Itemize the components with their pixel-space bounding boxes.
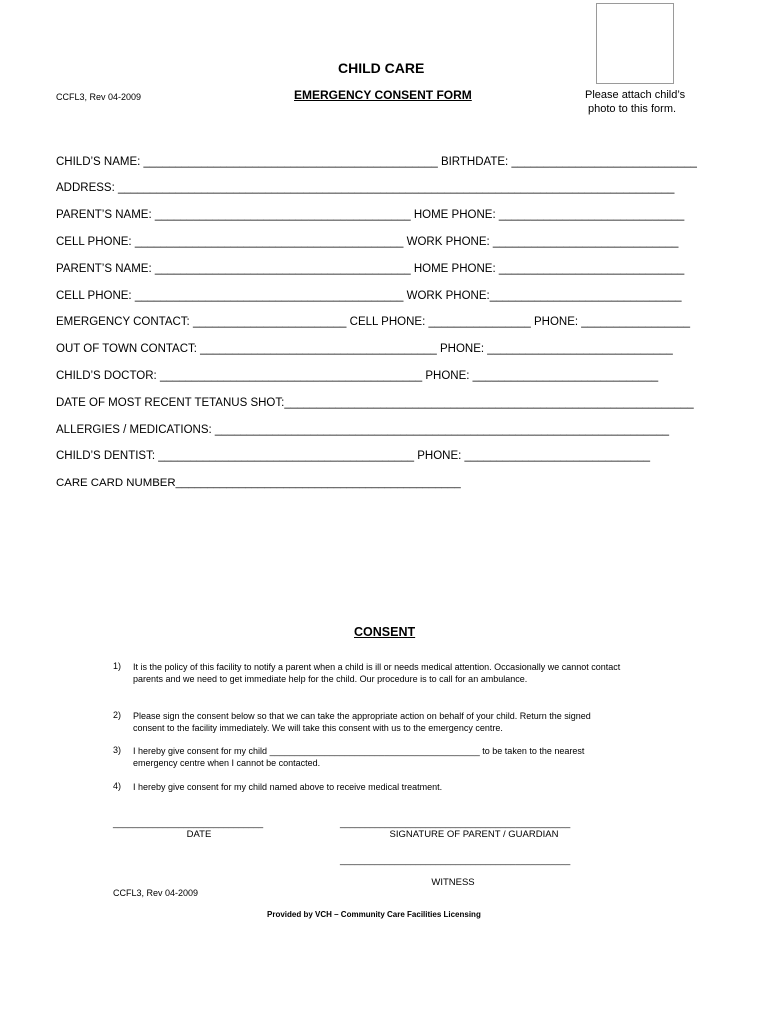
date-label: DATE <box>186 829 212 840</box>
child-dentist-field[interactable]: CHILD’S DENTIST: ________________________________________ PHONE: _____________________________ <box>56 450 651 462</box>
photo-placeholder-box <box>596 3 674 84</box>
consent-item-2-number: 2) <box>113 710 122 720</box>
consent-item-4-number: 4) <box>113 781 122 791</box>
footer-form-code: CCFL3, Rev 04-2009 <box>113 888 199 898</box>
consent-item-3-text: I hereby give consent for my child __________________________________________ to be taken to the nearest emergency centre when I cannot be contacted. <box>133 746 585 768</box>
parent-signature-label: SIGNATURE OF PARENT / GUARDIAN <box>389 829 559 840</box>
child-doctor-field[interactable]: CHILD’S DOCTOR: _________________________________________ PHONE: _____________________________ <box>56 370 659 382</box>
cell-work-phone-field-2[interactable]: CELL PHONE: __________________________________________ WORK PHONE:______________________________ <box>56 290 682 302</box>
care-card-number-field[interactable]: CARE CARD NUMBER_____________________________________________ <box>56 477 461 489</box>
consent-item-1-text: It is the policy of this facility to notify a parent when a child is ill or needs medical attention. Occasionally we cannot contact parents and we need to get immediate help for the child. Our procedure is to call for an ambulance. <box>133 662 621 684</box>
consent-item-4-text: I hereby give consent for my child named above to receive medical treatment. <box>133 782 443 792</box>
parent-signature-line[interactable]: ______________________________________________ <box>340 818 571 828</box>
consent-item-2-text: Please sign the consent below so that we can take the appropriate action on behalf of your child. Return the signed consent to the facility immediately. We will take this consent with us to the emergency centre. <box>133 711 591 733</box>
consent-item-3-number: 3) <box>113 745 122 755</box>
photo-note-line-2: photo to this form. <box>588 103 677 115</box>
child-name-birthdate-field[interactable]: CHILD’S NAME: ______________________________________________ BIRTHDATE: _____________________________ <box>56 156 697 168</box>
parent-name-home-phone-field-2[interactable]: PARENT’S NAME: ________________________________________ HOME PHONE: _____________________________ <box>56 263 685 275</box>
parent-name-home-phone-field-1[interactable]: PARENT’S NAME: ________________________________________ HOME PHONE: _____________________________ <box>56 209 685 221</box>
form-subtitle: EMERGENCY CONSENT FORM <box>294 88 472 102</box>
allergies-medications-field[interactable]: ALLERGIES / MEDICATIONS: _______________________________________________________________________ <box>56 424 670 436</box>
witness-label: WITNESS <box>431 877 475 888</box>
footer-provided-by: Provided by VCH – Community Care Facilities Licensing <box>267 910 481 919</box>
date-signature-line[interactable]: ______________________________ <box>113 818 264 828</box>
witness-signature-line[interactable]: ______________________________________________ <box>340 855 571 865</box>
form-code: CCFL3, Rev 04-2009 <box>56 92 142 102</box>
photo-note-line-1: Please attach child’s <box>585 89 686 101</box>
address-field[interactable]: ADDRESS: _______________________________________________________________________________________ <box>56 182 675 194</box>
cell-work-phone-field-1[interactable]: CELL PHONE: __________________________________________ WORK PHONE: _____________________________ <box>56 236 679 248</box>
out-of-town-contact-field[interactable]: OUT OF TOWN CONTACT: _____________________________________ PHONE: _____________________________ <box>56 343 673 355</box>
form-title: CHILD CARE <box>338 60 425 76</box>
consent-item-1-number: 1) <box>113 661 122 671</box>
consent-heading: CONSENT <box>354 625 416 639</box>
tetanus-shot-field[interactable]: DATE OF MOST RECENT TETANUS SHOT:________________________________________________________________ <box>56 397 694 409</box>
emergency-contact-field[interactable]: EMERGENCY CONTACT: ________________________ CELL PHONE: ________________ PHONE: _________________ <box>56 316 691 328</box>
